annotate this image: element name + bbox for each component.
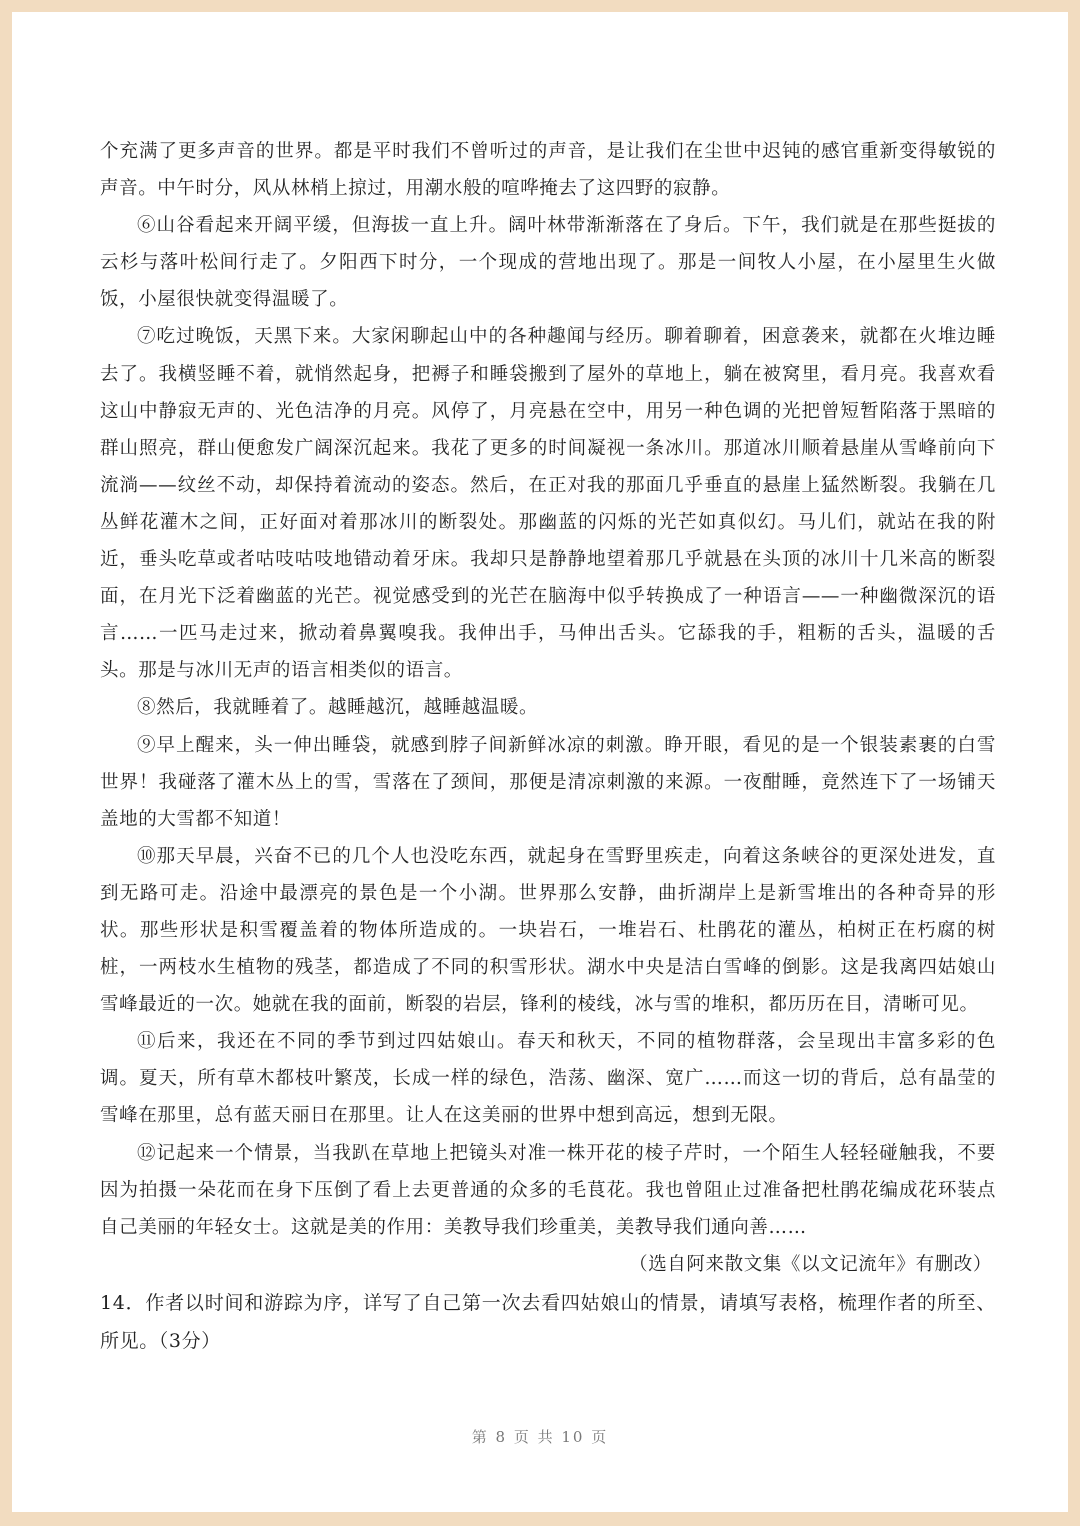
exam-page bbox=[12, 12, 1068, 1512]
paragraph-12: ⑫记起来一个情景，当我趴在草地上把镜头对准一株开花的棱子芹时，一个陌生人轻轻碰触我，不要因为拍摄一朵花而在身下压倒了看上去更普通的众多的毛茛花。我也曾阻止过准备把杜鹃花编成花环装点自己美丽的年轻女士。这就是美的作用：美教导我们珍重美，美教导我们通向善…… bbox=[100, 1142, 996, 1238]
paragraph-9: ⑨早上醒来，头一伸出睡袋，就感到脖子间新鲜冰凉的刺激。睁开眼，看见的是一个银装素裹的白雪世界！我碰落了灌木丛上的雪，雪落在了颈间，那便是清凉刺激的来源。一夜酣睡，竟然连下了一场铺天盖地的大雪都不知道！ bbox=[100, 734, 996, 830]
paragraph-6: ⑥山谷看起来开阔平缓，但海拔一直上升。阔叶林带渐渐落在了身后。下午，我们就是在那些挺拔的云杉与落叶松间行走了。夕阳西下时分，一个现成的营地出现了。那是一间牧人小屋，在小屋里生火做饭，小屋很快就变得温暖了。 bbox=[100, 215, 996, 311]
page-number-footer: 第 8 页 共 10 页 bbox=[471, 1428, 609, 1446]
paragraph-5-continued: 个充满了更多声音的世界。都是平时我们不曾听过的声音，是让我们在尘世中迟钝的感官重新变得敏锐的声音。中午时分，风从林梢上掠过，用潮水般的喧哗掩去了这四野的寂静。 bbox=[100, 141, 996, 200]
paragraph-8: ⑧然后，我就睡着了。越睡越沉，越睡越温暖。 bbox=[137, 697, 539, 719]
paragraph-10: ⑩那天早晨，兴奋不已的几个人也没吃东西，就起身在雪野里疾走，向着这条峡谷的更深处进发，直到无路可走。沿途中最漂亮的景色是一个小湖。世界那么安静，曲折湖岸上是新雪堆出的各种奇异的形状。那些形状是积雪覆盖着的物体所造成的。一块岩石，一堆岩石、杜鹃花的灌丛，柏树正在朽腐的树桩，一两枝水生植物的残茎，都造成了不同的积雪形状。湖水中央是洁白雪峰的倒影。这是我离四姑娘山雪峰最近的一次。她就在我的面前，断裂的岩层，锋利的棱线，冰与雪的堆积，都历历在目，清晰可见。 bbox=[100, 845, 996, 1016]
question-14: 14．作者以时间和游踪为序，详写了自己第一次去看四姑娘山的情景，请填写表格，梳理作者的所至、所见。（3分） bbox=[100, 1291, 996, 1352]
paragraph-7: ⑦吃过晚饭，天黑下来。大家闲聊起山中的各种趣闻与经历。聊着聊着，困意袭来，就都在火堆边睡去了。我横竖睡不着，就悄然起身，把褥子和睡袋搬到了屋外的草地上，躺在被窝里，看月亮。我喜欢看这山中静寂无声的、光色洁净的月亮。风停了，月亮悬在空中，用另一种色调的光把曾短暂陷落于黑暗的群山照亮，群山便愈发广阔深沉起来。我花了更多的时间凝视一条冰川。那道冰川顺着悬崖从雪峰前向下流淌——纹丝不动，却保持着流动的姿态。然后，在正对我的那面几乎垂直的悬崖上猛然断裂。我躺在几丛鲜花灌木之间，正好面对着那冰川的断裂处。那幽蓝的闪烁的光芒如真似幻。马儿们，就站在我的附近，垂头吃草或者咕吱咕吱地错动着牙床。我却只是静静地望着那几乎就悬在头顶的冰川十几米高的断裂面，在月光下泛着幽蓝的光芒。视觉感受到的光芒在脑海中似乎转换成了一种语言——一种幽微深沉的语言……一匹马走过来，掀动着鼻翼嗅我。我伸出手，马伸出舌头。它舔我的手，粗粝的舌头，温暖的舌头。那是与冰川无声的语言相类似的语言。 bbox=[100, 326, 996, 682]
reading-passage bbox=[100, 133, 996, 1360]
source-citation: （选自阿来散文集《以文记流年》有删改） bbox=[629, 1253, 992, 1275]
paragraph-11: ⑪后来，我还在不同的季节到过四姑娘山。春天和秋天，不同的植物群落，会呈现出丰富多彩的色调。夏天，所有草木都枝叶繁茂，长成一样的绿色，浩荡、幽深、宽广……而这一切的背后，总有晶莹的雪峰在那里，总有蓝天丽日在那里。让人在这美丽的世界中想到高远，想到无限。 bbox=[100, 1031, 996, 1127]
